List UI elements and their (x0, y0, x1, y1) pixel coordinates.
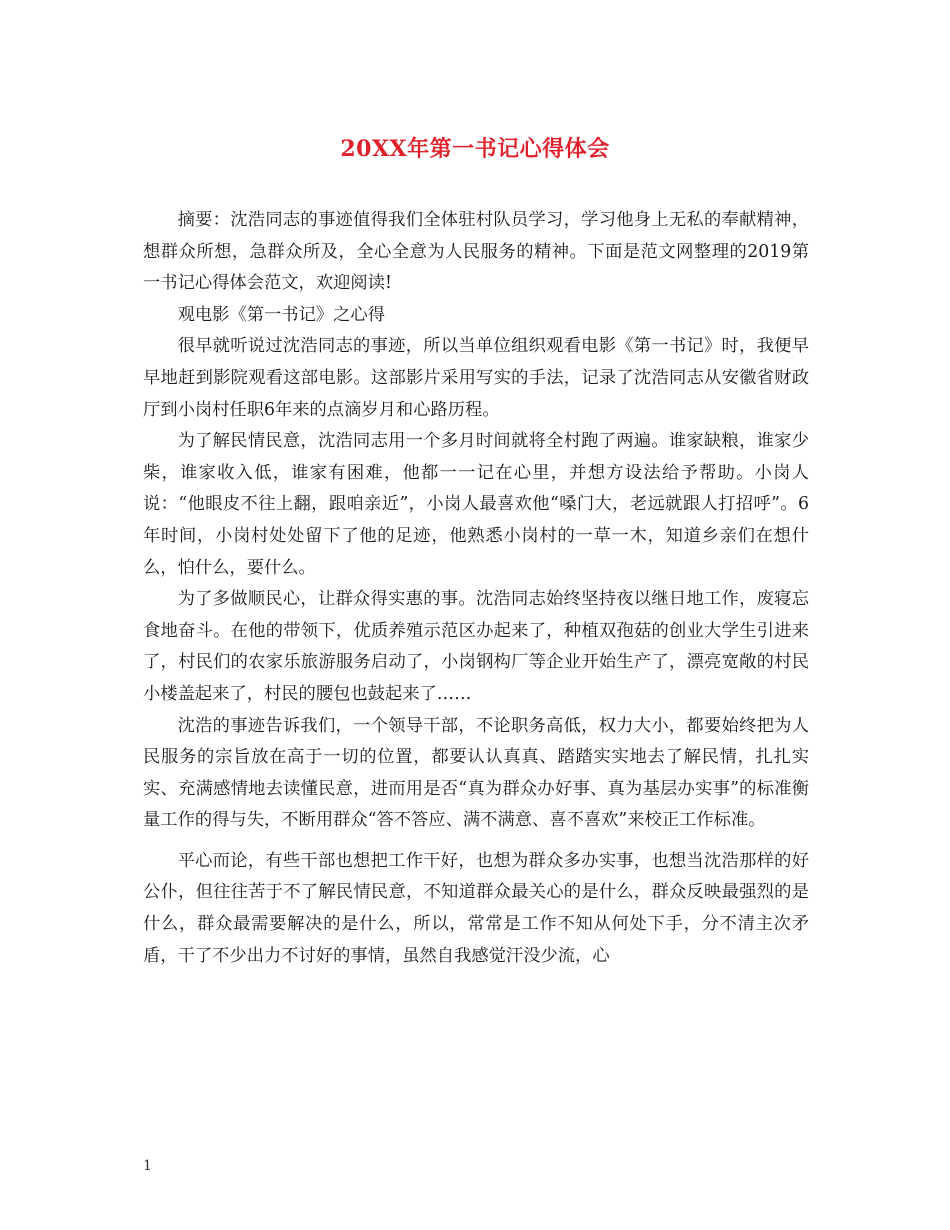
paragraph-body: 为了解民情民意，沈浩同志用一个多月时间就将全村跑了两遍。谁家缺粮，谁家少柴，谁家收入低，谁家有困难，他都一一记在心里，并想方设法给予帮助。小岗人说：“他眼皮不往上翻，跟咱亲近”，小岗人最喜欢他“嗓门大，老远就跟人打招呼”。6年时间，小岗村处处留下了他的足迹，他熟悉小岗村的一草一木，知道乡亲们在想什么，怕什么，要什么。 (143, 431, 809, 578)
document-body (143, 205, 809, 972)
paragraph-body: 很早就听说过沈浩同志的事迹，所以当单位组织观看电影《第一书记》时，我便早早地赶到影院观看这部电影。这部影片采用写实的手法，记录了沈浩同志从安徽省财政厅到小岗村任职6年来的点滴岁月和心路历程。 (143, 336, 809, 420)
paragraph-body: 平心而论，有些干部也想把工作干好，也想为群众多办实事，也想当沈浩那样的好公仆，但往往苦于不了解民情民意，不知道群众最关心的是什么，群众反映最强烈的是什么，群众最需要解决的是什么，所以，常常是工作不知从何处下手，分不清主次矛盾，干了不少出力不讨好的事情，虽然自我感觉汗没少流，心 (143, 850, 809, 966)
paragraph-abstract: 摘要：沈浩同志的事迹值得我们全体驻村队员学习，学习他身上无私的奉献精神，想群众所想，急群众所及，全心全意为人民服务的精神。下面是范文网整理的2019第一书记心得体会范文，欢迎阅读! (143, 210, 809, 294)
document-title: 20XX年第一书记心得体会 (340, 136, 610, 162)
paragraph-subheading: 观电影《第一书记》之心得 (177, 304, 385, 325)
paragraph-gap (143, 837, 809, 846)
paragraph-body: 为了多做顺民心，让群众得实惠的事。沈浩同志始终坚持夜以继日地工作，废寝忘食地奋斗。在他的带领下，优质养殖示范区办起来了，种植双孢菇的创业大学生引进来了，村民们的农家乐旅游服务启动了，小岗钢构厂等企业开始生产了，漂亮宽敞的村民小楼盖起来了，村民的腰包也鼓起来了…… (143, 589, 809, 704)
page-number: 1 (143, 1158, 152, 1174)
paragraph-body: 沈浩的事迹告诉我们，一个领导干部，不论职务高低，权力大小，都要始终把为人民服务的宗旨放在高于一切的位置，都要认认真真、踏踏实实地去了解民情，扎扎实实、充满感情地去读懂民意，进而用是否“真为群众办好事、真为基层办实事”的标准衡量工作的得与失，不断用群众“答不答应、满不满意、喜不喜欢”来校正工作标准。 (143, 715, 809, 831)
